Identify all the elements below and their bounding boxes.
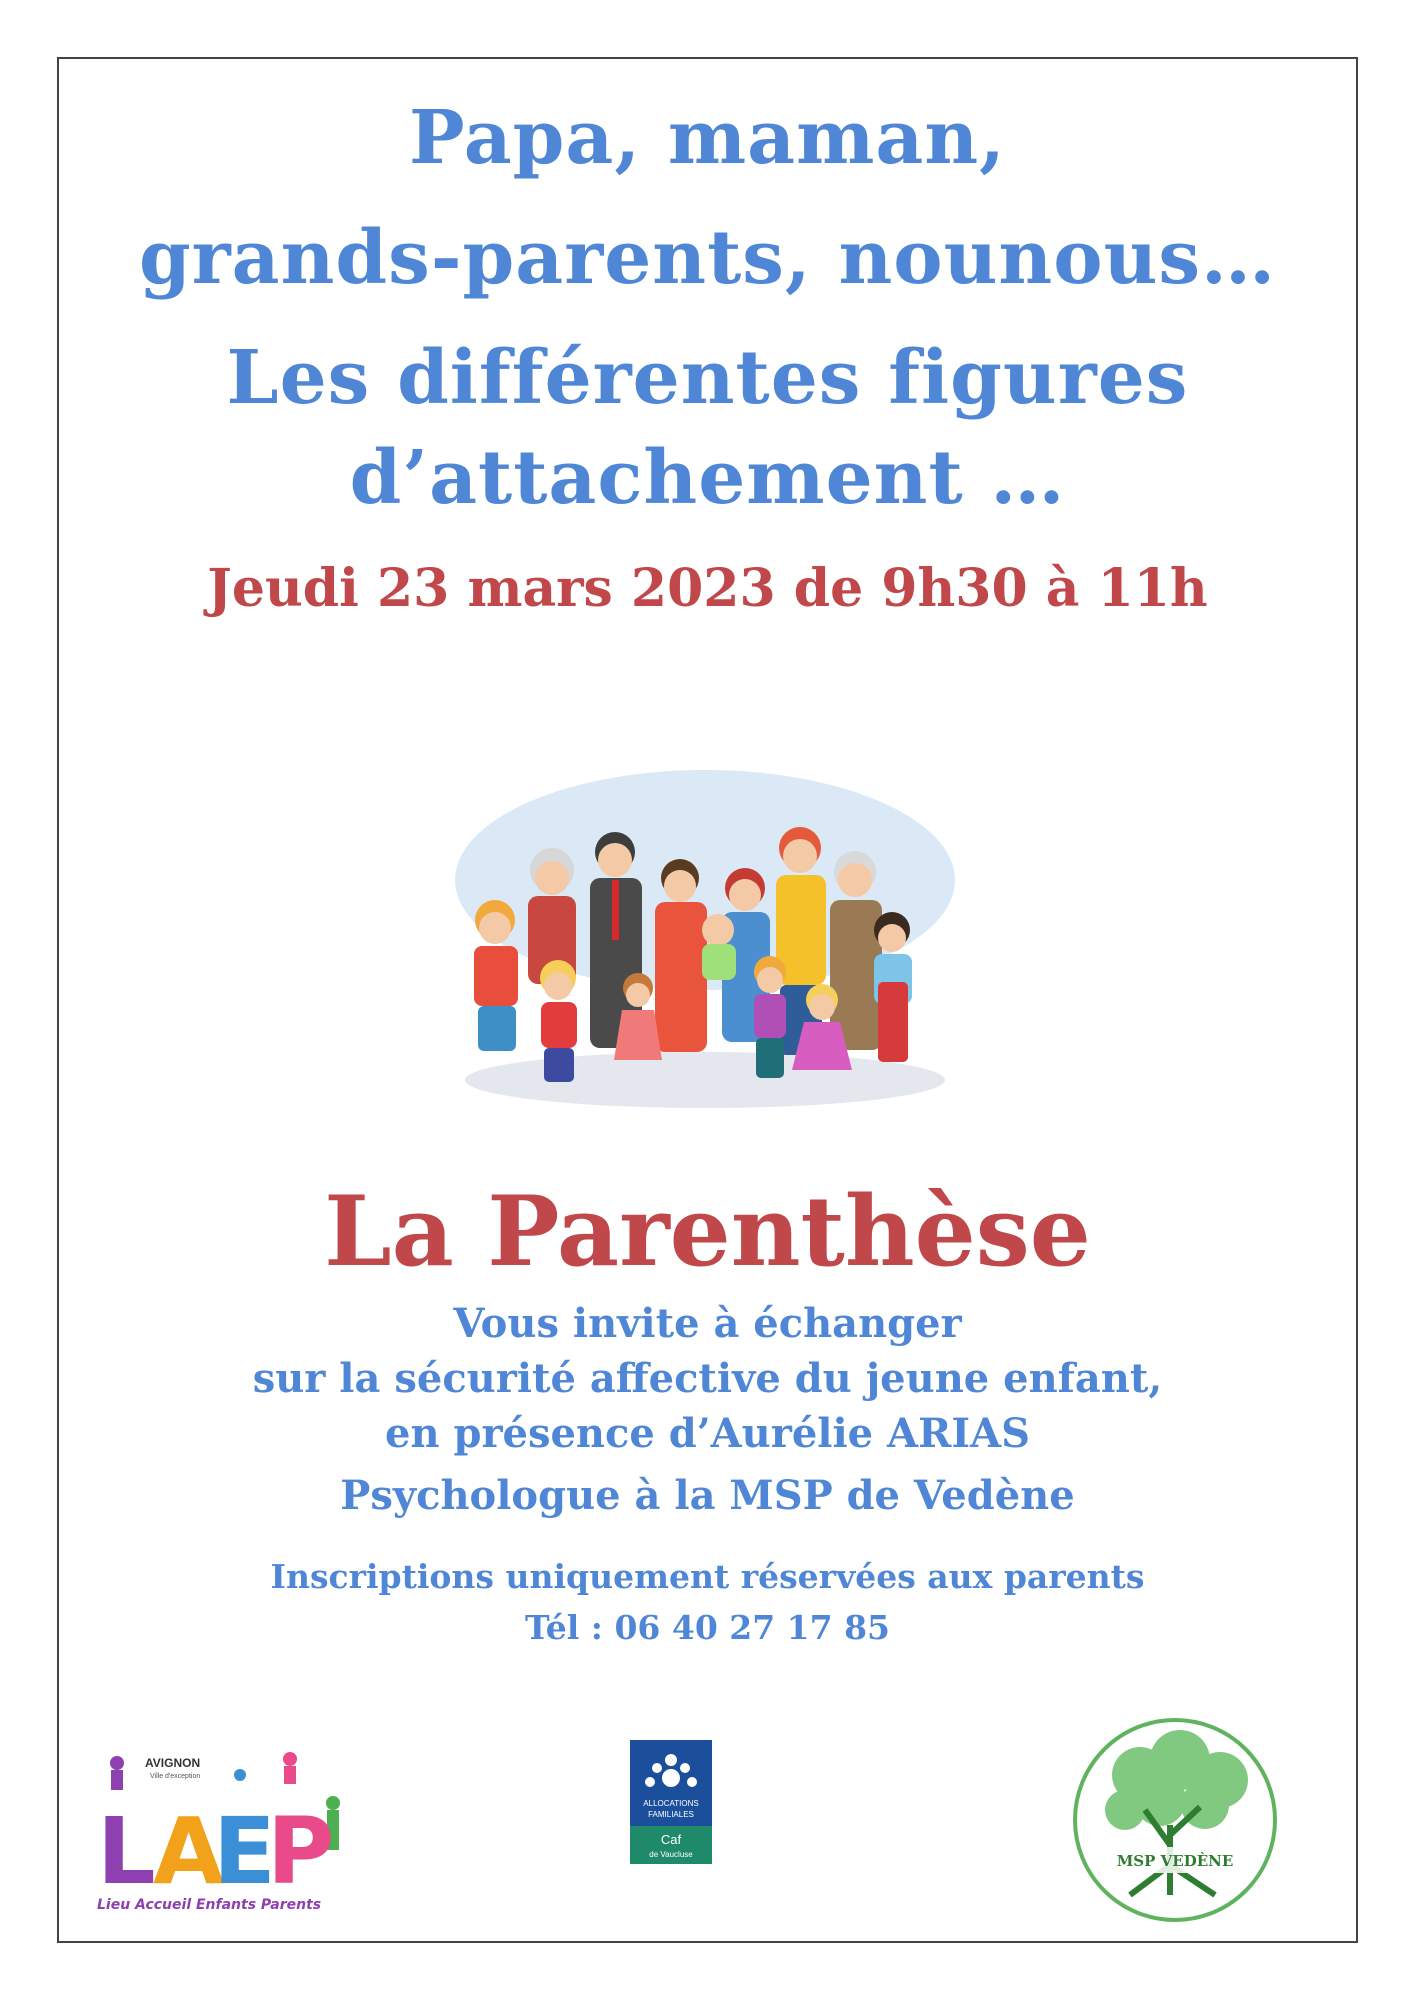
family-group-illustration — [440, 760, 960, 1120]
caf-line-1: ALLOCATIONS — [643, 1799, 699, 1808]
laep-city-sub: Ville d'exception — [150, 1773, 201, 1780]
caf-region: de Vaucluse — [649, 1850, 693, 1859]
caf-name: Caf — [660, 1832, 682, 1847]
registration-note: Inscriptions uniquement réservées aux parents — [270, 1557, 1145, 1596]
laep-city: AVIGNON — [145, 1756, 201, 1770]
description-line-1: Vous invite à échanger — [453, 1300, 962, 1347]
title-line-3: Les différentes figures — [226, 335, 1189, 421]
svg-text:A: A — [153, 1798, 225, 1905]
description-line-2: sur la sécurité affective du jeune enfant, — [252, 1355, 1163, 1402]
svg-text:E: E — [213, 1798, 276, 1905]
title-line-2: grands-parents, nounous… — [138, 215, 1277, 301]
event-date: Jeudi 23 mars 2023 de 9h30 à 11h — [207, 558, 1208, 619]
laep-caption: Lieu Accueil Enfants Parents — [97, 1897, 322, 1913]
title-line-4: d’attachement … — [349, 435, 1066, 521]
laep-logo — [95, 1745, 365, 1915]
brand-title: La Parenthèse — [324, 1175, 1091, 1288]
phone-number: Tél : 06 40 27 17 85 — [524, 1608, 891, 1647]
description-line-3: en présence d’Aurélie ARIAS — [385, 1410, 1030, 1457]
svg-text:L: L — [97, 1798, 156, 1905]
caf-logo — [630, 1740, 712, 1864]
msp-label: MSP VEDÈNE — [1116, 1852, 1234, 1870]
caf-line-2: FAMILIALES — [648, 1810, 694, 1819]
title-line-1: Papa, maman, — [409, 95, 1006, 181]
description-line-4: Psychologue à la MSP de Vedène — [340, 1472, 1075, 1519]
svg-text:P: P — [267, 1798, 335, 1905]
msp-vedene-logo — [1070, 1715, 1280, 1925]
